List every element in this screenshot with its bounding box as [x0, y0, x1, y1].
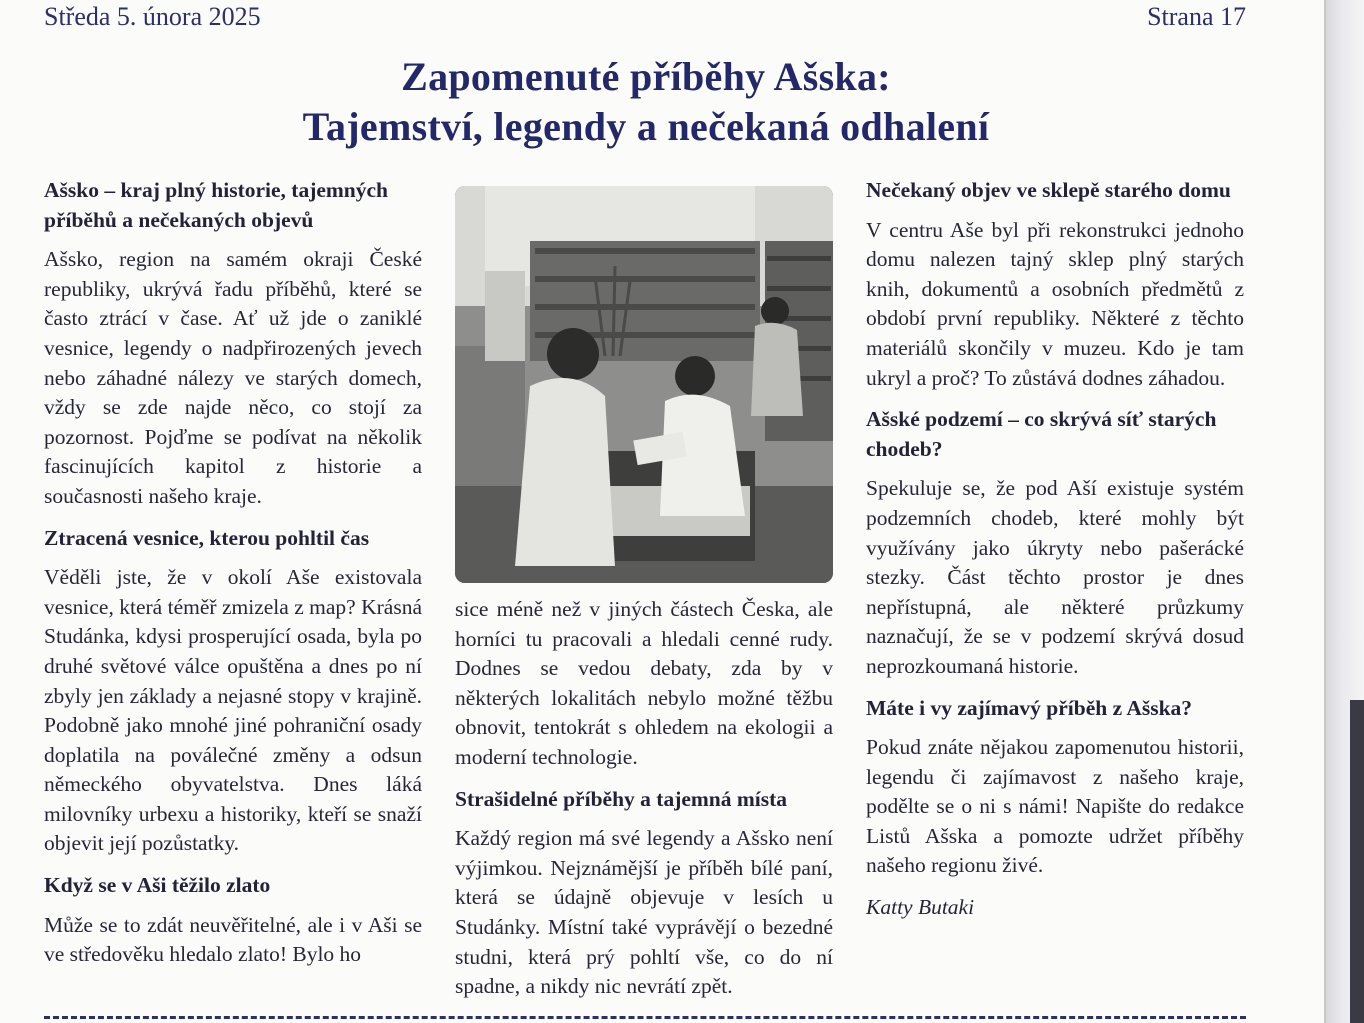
- section-heading: Když se v Aši těžilo zlato: [44, 873, 271, 898]
- library-photo: [455, 186, 833, 583]
- author-signature: Katty Butaki: [866, 895, 975, 920]
- paragraph: Pokud znáte nějakou zapomenutou historii, legendu či zajímavost z našeho kraje, podělte se o ni s námi! Napište do redakce Listů Ašska a pomozte udržet příběhy našeho regionu živé.: [866, 735, 1244, 878]
- page-header: [44, 2, 1246, 32]
- column-right: [866, 176, 1244, 923]
- paragraph: Každý region má své legendy a Ašsko není výjimkou. Nejznámější je příběh bílé paní, která se údajně objevuje v lesích u Studánky. Místní také vyprávějí o bezedné studni, která prý pohltí vše, co do ní spadne, a nikdy nic nevrátí zpět.: [455, 826, 833, 999]
- section-heading: Ašsko – kraj plný historie, tajemných příběhů a nečekaných objevů: [44, 178, 389, 232]
- section-heading: Ztracená vesnice, kterou pohltil čas: [44, 525, 370, 550]
- paragraph: Ašsko, region na samém okraji České republiky, ukrývá řadu příběhů, které se často ztrácí v čase. Ať už jde o zaniklé vesnice, legendy o nadpřirozených jevech nebo záhadné nálezy ve starých domech, vždy se zde najde něco, co stojí za pozornost. Pojďme se podívat na několik fascinujících kapitol z historie a současnosti našeho kraje.: [44, 247, 422, 508]
- column-middle: [455, 595, 833, 1014]
- paragraph: Může se to zdát neuvěřitelné, ale i v Aši se ve středověku hledalo zlato! Bylo ho: [44, 912, 422, 967]
- library-photo-illustration: [455, 186, 833, 583]
- section-heading: Máte i vy zajímavý příběh z Ašska?: [866, 695, 1193, 720]
- article-title: [40, 52, 1252, 152]
- bottom-dashed-rule: [44, 1016, 1246, 1019]
- page-number: Strana 17: [1147, 2, 1246, 31]
- paragraph: Věděli jste, že v okolí Aše existovala vesnice, která téměř zmizela z map? Krásná Studánka, kdysi prosperující osada, byla po druhé světové válce opuštěna a dnes po ní zbyly jen základy a nejasné stopy v krajině. Podobně jako mnohé jiné pohraniční osady doplatila na poválečné změny a odsun německého obyvatelstva. Dnes láká milovníky urbexu a historiky, kteří se snaží objevit její pozůstatky.: [44, 565, 422, 856]
- issue-date: Středa 5. února 2025: [44, 2, 261, 31]
- title-line-1: Zapomenuté příběhy Ašska:: [401, 54, 891, 99]
- section-heading: Nečekaný objev ve sklepě starého domu: [866, 178, 1231, 202]
- paragraph: sice méně než v jiných částech Česka, ale horníci tu pracovali a hledali cenné rudy. Dodnes se vedou debaty, zda by v některých lokalitách nebylo možné těžbu obnovit, tentokrát s ohledem na ekologii a moderní technologie.: [455, 597, 833, 769]
- page-shadow: [1350, 700, 1364, 1023]
- section-heading: Strašidelné příběhy a tajemná místa: [455, 786, 788, 811]
- column-left: [44, 176, 422, 982]
- paragraph: V centru Aše byl při rekonstrukci jednoho domu nalezen tajný sklep plný starých knih, dokumentů a osobních předmětů z období první republiky. Některé z těchto materiálů skončily v muzeu. Kdo je tam ukryl a proč? To zůstává dodnes záhadou.: [866, 217, 1244, 390]
- title-line-2: Tajemství, legendy a nečekaná odhalení: [302, 104, 990, 149]
- paragraph: Spekuluje se, že pod Aší existuje systém podzemních chodeb, které mohly být využívány jako úkryty nebo pašerácké stezky. Část těchto prostor je dnes nepřístupná, ale některé průzkumy naznačují, že se v podzemí skrývá dosud neprozkoumaná historie.: [866, 476, 1244, 678]
- section-heading: Ašské podzemí – co skrývá síť starých chodeb?: [866, 407, 1217, 461]
